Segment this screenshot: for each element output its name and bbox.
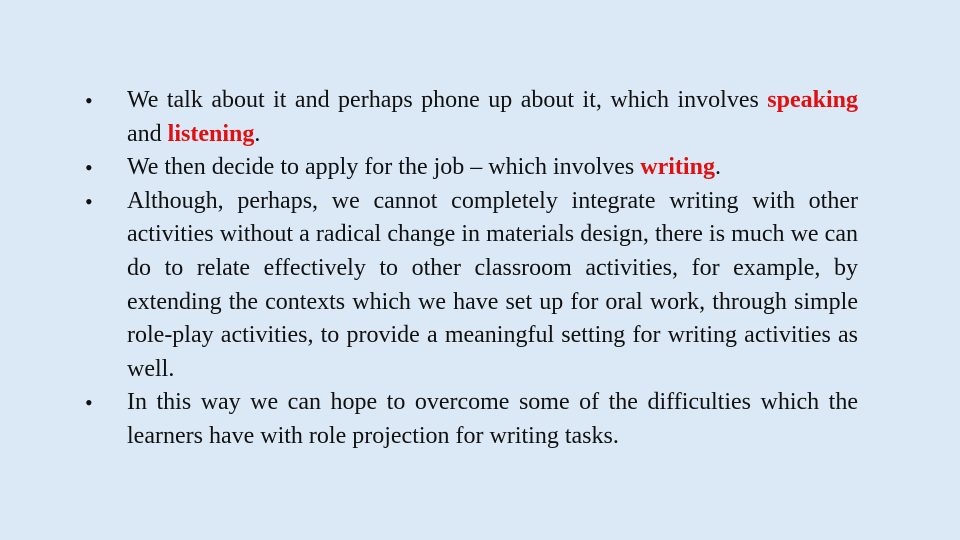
bullet-text: . bbox=[254, 120, 261, 147]
highlight-speaking: speaking bbox=[767, 87, 858, 113]
bullet-item-integration bbox=[82, 185, 858, 387]
bullet-item-speaking-listening bbox=[82, 84, 858, 151]
bullet-text: Although, perhaps, we cannot completely integrate writing with other activities without a radical change in materials design, there is much we can do to relate effectively to other classroom activities, for example, by extending the contexts which we have set up for oral work, through simple role-play activities, to provide a meaningful setting for writing activities as well. bbox=[127, 187, 858, 382]
bullet-dot-icon: • bbox=[85, 390, 93, 416]
highlight-listening: listening bbox=[167, 120, 255, 147]
bullet-list bbox=[82, 84, 858, 454]
bullet-dot-icon: • bbox=[85, 88, 93, 113]
highlight-writing: writing bbox=[640, 154, 715, 181]
bullet-text: and bbox=[127, 120, 168, 147]
bullet-item-role-projection bbox=[82, 386, 858, 453]
bullet-dot-icon: • bbox=[85, 188, 93, 214]
bullet-text: We then decide to apply for the job – which involves bbox=[127, 154, 641, 181]
bullet-text: In this way we can hope to overcome some of the difficulties which the learners have with role projection for writing tasks. bbox=[127, 389, 858, 449]
bullet-dot-icon: • bbox=[85, 155, 93, 181]
bullet-item-writing bbox=[82, 151, 858, 185]
bullet-text: We talk about it and perhaps phone up about it, which involves bbox=[127, 87, 768, 113]
bullet-text: . bbox=[714, 154, 721, 181]
